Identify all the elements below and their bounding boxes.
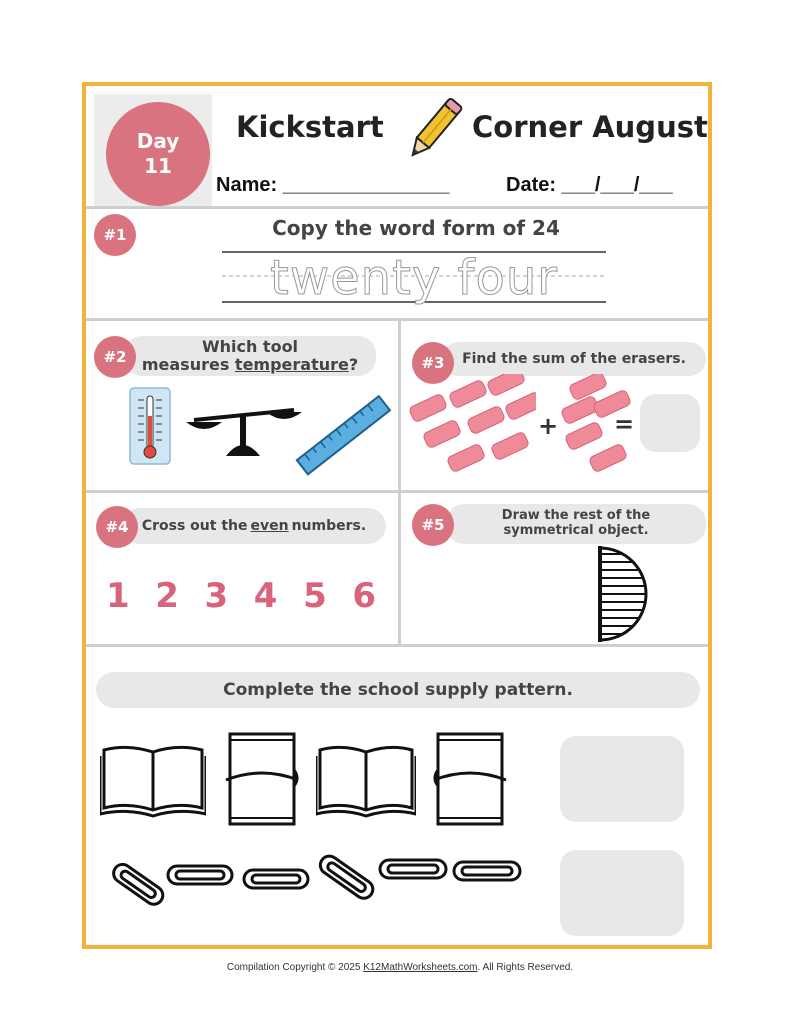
q3-answer-box[interactable] — [640, 394, 700, 452]
q2-prompt-pill — [124, 336, 376, 376]
question-badge-4: #4 — [96, 506, 138, 548]
number-item[interactable]: 5 — [303, 576, 327, 616]
q1-tracing-area[interactable] — [222, 246, 606, 306]
number-item[interactable]: 2 — [155, 576, 179, 616]
day-number: 11 — [144, 154, 172, 178]
q2-prompt-line1: Which tool — [201, 337, 299, 357]
name-field[interactable]: Name: _______________ — [216, 174, 450, 196]
day-label: Day — [136, 129, 180, 153]
half-circle-drawing[interactable] — [592, 544, 652, 644]
day-box — [94, 94, 212, 206]
number-item[interactable]: 4 — [253, 576, 278, 616]
q5-prompt-pill — [446, 504, 706, 544]
q1-trace-word: twenty four — [270, 250, 558, 306]
number-item[interactable]: 6 — [352, 576, 376, 616]
balance-scale-icon[interactable] — [186, 404, 302, 458]
question-badge-2: #2 — [94, 336, 136, 378]
question-badge-3: #3 — [412, 342, 454, 384]
divider — [86, 490, 708, 493]
q5-prompt-line1: Draw the rest of the — [501, 508, 651, 524]
q3-prompt-pill: Find the sum of the erasers. — [442, 342, 706, 376]
pencil-icon — [394, 94, 470, 170]
book-pattern-answer-box[interactable] — [560, 736, 684, 822]
q4-prompt-pill: Cross out the even numbers. — [122, 508, 386, 544]
divider — [86, 206, 708, 209]
number-item[interactable]: 1 — [106, 576, 130, 616]
title-left: Kickstart — [236, 110, 384, 144]
plus-sign: + — [538, 412, 559, 440]
number-item[interactable]: 3 — [204, 576, 229, 616]
equals-sign: = — [614, 410, 635, 438]
erasers-group-left — [406, 374, 536, 474]
title-right: Corner August — [472, 110, 708, 144]
day-badge — [106, 102, 210, 206]
worksheet-frame — [82, 82, 712, 949]
question-badge-5: #5 — [412, 504, 454, 546]
divider — [86, 318, 708, 321]
open-book-icon — [100, 742, 206, 818]
standing-book-icon — [432, 730, 508, 828]
divider — [86, 644, 708, 647]
divider — [398, 318, 401, 644]
q5-prompt-line2: symmetrical object. — [503, 523, 649, 538]
q2-prompt-line2: measures temperature? — [141, 355, 359, 374]
q6-prompt-pill: Complete the school supply pattern. — [96, 672, 700, 708]
paperclip-pattern — [106, 854, 526, 924]
standing-book-icon — [224, 730, 300, 828]
worksheet-header — [86, 86, 708, 206]
ruler-icon[interactable] — [292, 392, 396, 480]
paperclip-pattern-answer-box[interactable] — [560, 850, 684, 936]
open-book-icon — [316, 742, 416, 818]
question-badge-1: #1 — [94, 214, 136, 256]
date-field[interactable]: Date: ___/___/___ — [506, 174, 673, 196]
q1-prompt: Copy the word form of 24 — [272, 216, 560, 240]
thermometer-icon[interactable] — [128, 386, 172, 466]
footer-link[interactable]: K12MathWorksheets.com — [363, 962, 478, 973]
number-row — [106, 576, 376, 616]
copyright-footer: Compilation Copyright © 2025 K12MathWorksheets.com. All Rights Reserved. — [226, 962, 574, 973]
